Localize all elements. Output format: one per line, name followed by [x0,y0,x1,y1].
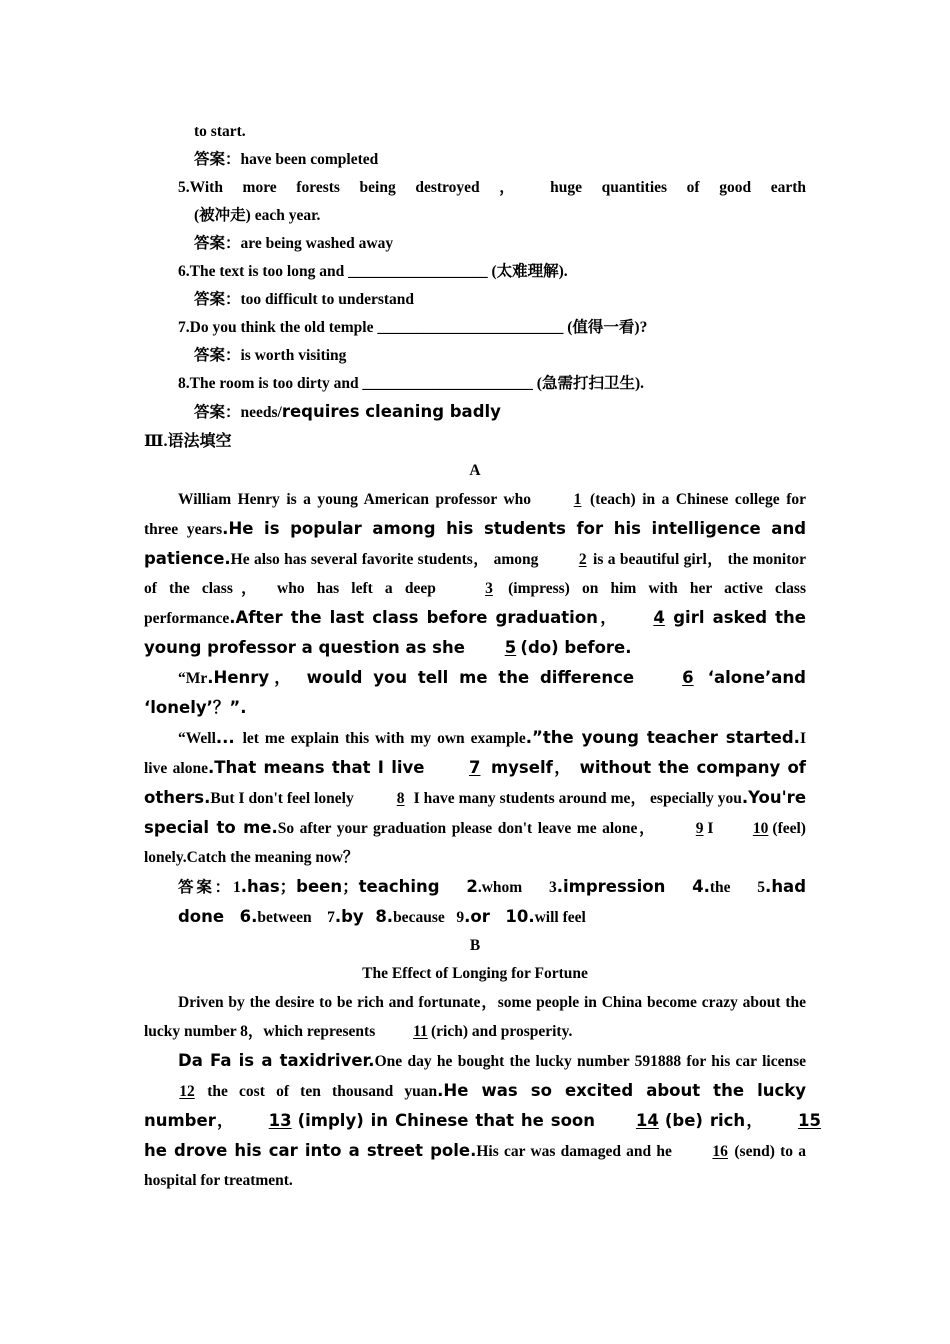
text: he drove his car into a street pole. [144,1141,477,1160]
text: .He was so excited about the lucky number， [144,1081,806,1130]
text: .That means that I live [207,758,432,777]
answer-line: 答案：too difficult to understand [194,291,415,308]
text: I [701,820,719,837]
blank-8[interactable]: 8 [396,790,405,807]
question-line: 6.The text is too long and __________________ (太难理解). [178,263,568,280]
text: .had done [178,877,807,926]
text: 2 [466,877,478,896]
blank-9[interactable]: 9 [695,820,704,837]
text: girl asked the young professor a question as she [144,608,806,657]
text: So after your graduation please don't leave me alone， [277,820,662,837]
text: 3 [548,879,557,896]
text: Driven by the desire to be rich and fortunate，some people in China become crazy about the lucky number 8，which represents [144,994,806,1040]
answer-line: 答案：are being washed away [194,235,394,252]
passage-a-paragraph-1 [144,485,806,663]
question-line-cont: (被冲走) each year. [194,207,321,224]
text: will feel [534,909,586,926]
document-page [144,118,821,1195]
text: “Mr [178,670,208,687]
text: ... [215,728,243,747]
text: .”the young teacher started. [525,728,800,747]
blank-7[interactable]: 7 [468,758,481,777]
blank-13[interactable]: 13 [268,1111,292,1130]
text: (feel) lonely.Catch the meaning now？ [144,820,806,866]
text: between [257,909,312,926]
text: 10. [505,907,535,926]
passage-a-answers [144,872,806,932]
text: 8. [375,907,394,926]
text: .He is popular among his students for his intelligence and patience. [144,519,807,568]
text: (imply) in Chinese that he soon [290,1111,602,1130]
text: I live alone [144,730,806,777]
text: He also has several favorite students， among [230,551,543,568]
blank-16[interactable]: 16 [712,1143,728,1160]
text: 9 [456,909,465,926]
passage-a-paragraph-2 [144,663,806,723]
section-title: Ⅲ.语法填空 [144,433,232,450]
text: 1 [232,879,241,896]
text: William Henry is a young American professor who [178,491,538,508]
blank-1[interactable]: 1 [573,491,582,508]
text: .You're special to me. [144,788,807,837]
text: One day he bought the lucky number 591888 for his car license [374,1053,807,1070]
text: .whom [477,879,523,896]
text: I have many students around me， especially you [409,790,742,807]
question-line: 5.With more forests being destroyed ， huge quantities of good earth [178,179,806,196]
blank-5[interactable]: 5 [504,638,517,657]
text: (teach) in a Chinese college for three years [144,491,806,538]
text: His car was damaged and he [476,1143,678,1160]
text: 7 [327,909,335,926]
text: .Henry， would you tell me the difference [207,668,645,687]
text: .by [334,907,364,926]
blank-2[interactable]: 2 [578,551,587,568]
blank-12[interactable]: 12 [179,1083,195,1100]
question-line: 8.The room is too dirty and ______________________ (急需打扫卫生). [178,375,645,392]
answer-line: 答案：have been completed [194,151,379,168]
blank-10[interactable]: 10 [752,820,769,837]
passage-b-paragraph-2 [144,1046,821,1195]
text: But I don't feel lonely [210,790,358,807]
answer-text: requires cleaning badly [281,402,501,421]
text: the [709,879,731,896]
text: 4. [692,877,710,896]
text: (be) rich， [657,1111,764,1130]
blank-4[interactable]: 4 [653,608,665,627]
part-a-heading: A [469,462,481,479]
blank-11[interactable]: 11 [413,1023,428,1040]
answer-label: 答案： [178,879,233,896]
text: is a beautiful girl， the monitor of the class， who has left a deep [144,551,806,597]
text: .After the last class before graduation， [229,608,620,627]
text: (send) to a hospital for treatment. [144,1143,807,1189]
text: 6. [239,907,258,926]
part-b-heading: B [469,937,481,954]
blank-3[interactable]: 3 [485,580,493,597]
question-line: 7.Do you think the old temple ________________________ (值得一看)? [178,319,648,336]
passage-a-paragraph-3 [144,723,806,872]
blank-14[interactable]: 14 [635,1111,659,1130]
text: (rich) and prosperity. [427,1023,573,1040]
text: .has；been；teaching [240,877,440,896]
text: (do) before. [514,638,632,657]
text: 5 [757,879,766,896]
blank-6[interactable]: 6 [682,668,694,687]
text: Da Fa is a taxidriver. [178,1051,375,1070]
answer-line [144,398,806,427]
text: (impress) on him with her active class performance [144,580,806,627]
text: the cost of ten thousand yuan [196,1083,438,1100]
text: let me explain this with my own example [242,730,526,747]
text: because [393,909,445,926]
blank-15[interactable]: 15 [798,1111,821,1130]
text: .or [464,907,490,926]
text: “Well [178,730,216,747]
text: ‘alone’and ‘lonely’？”. [144,668,806,717]
text-line: to start. [194,123,246,140]
answer-line: 答案：is worth visiting [194,347,347,364]
text: myself， without the company of others. [144,758,806,807]
part-b-title: The Effect of Longing for Fortune [362,965,588,982]
answer-label: 答案：needs/ [194,404,282,421]
passage-b-paragraph-1 [144,988,806,1046]
text: .impression [556,877,666,896]
